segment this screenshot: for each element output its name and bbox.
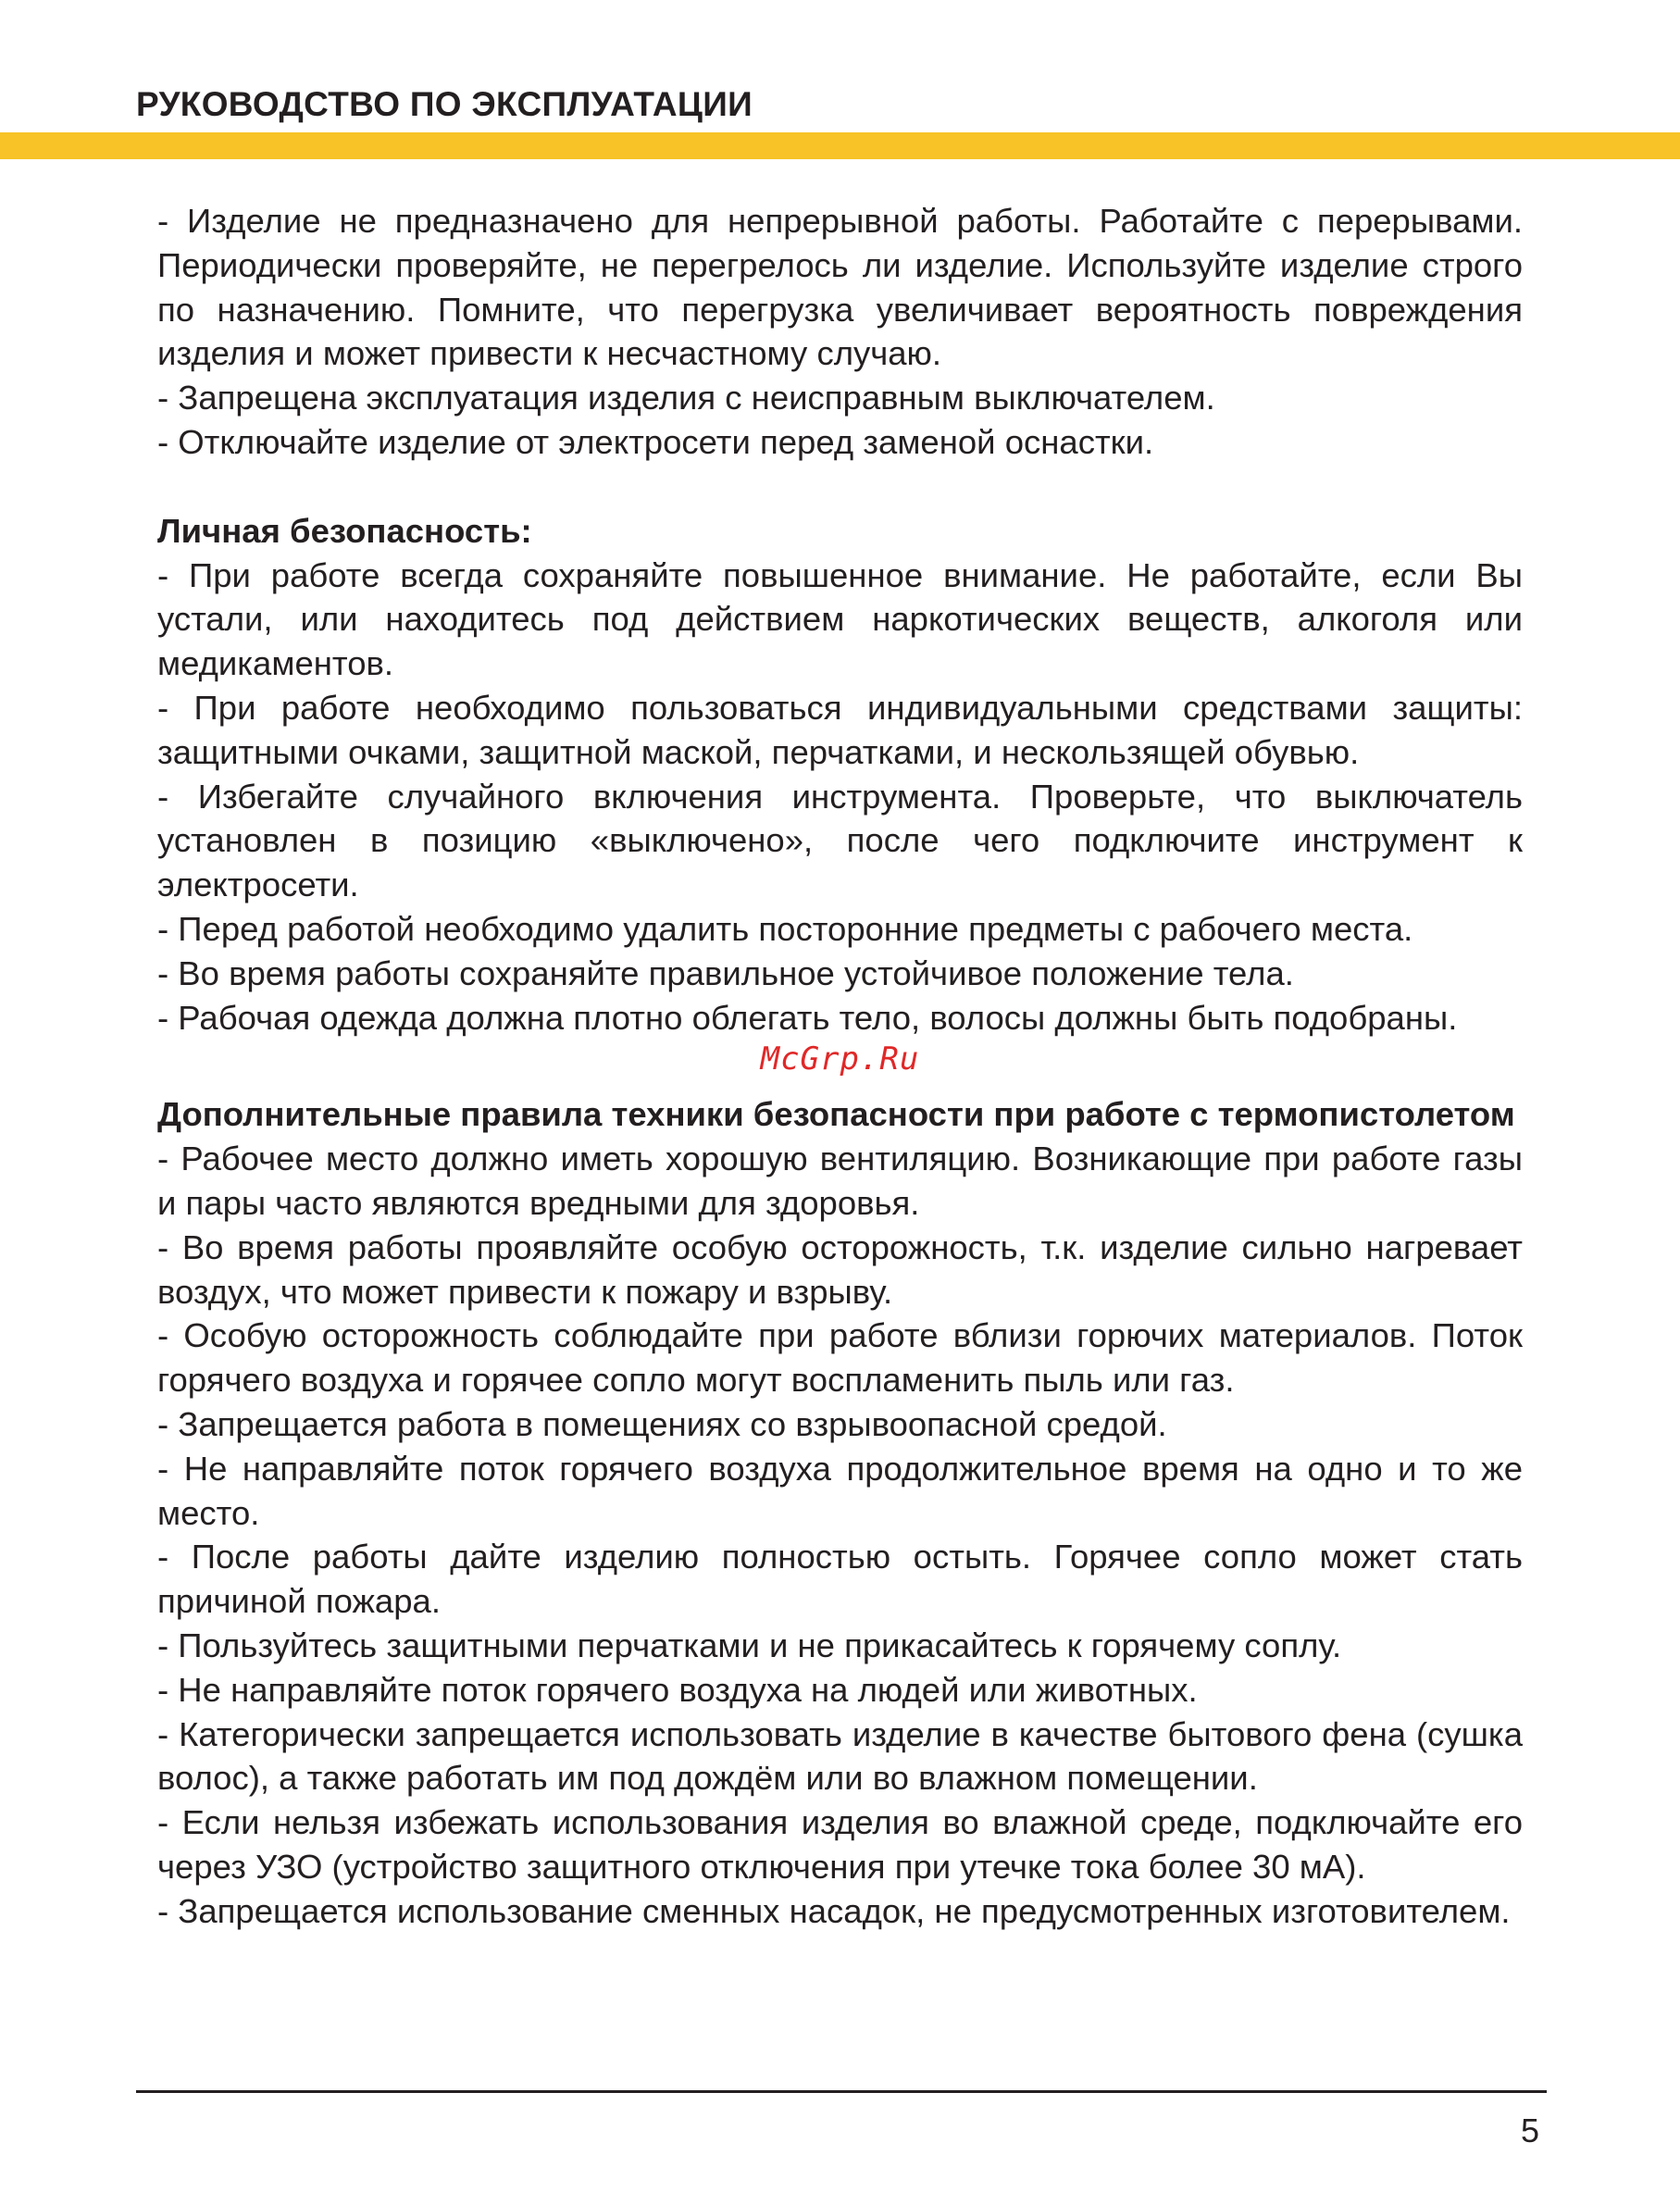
personal-safety-item: - Рабочая одежда должна плотно облегать тело, волосы должны быть подобраны. — [157, 998, 1458, 1037]
heat-gun-rule-item: - Не направляйте поток горячего воздуха продолжительное время на одно и то же место. — [157, 1449, 1523, 1532]
heat-gun-rule-item: - Если нельзя избежать использования изделия во влажной среде, подключайте его через УЗО (устройство защитного отключения при утечке тока более 30 мА). — [157, 1803, 1523, 1886]
heat-gun-rule-item: - Запрещается работа в помещениях со взрывоопасной средой. — [157, 1404, 1167, 1443]
watermark-row — [157, 1040, 1523, 1092]
watermark-text: McGrp.Ru — [760, 1040, 920, 1078]
personal-safety-section — [157, 509, 1523, 1040]
heat-gun-rule-item: - Пользуйтесь защитными перчатками и не прикасайтесь к горячему соплу. — [157, 1626, 1342, 1664]
personal-safety-item: - При работе необходимо пользоваться индивидуальными средствами защиты: защитными очками, защитной маской, перчатками, и нескользящей обувью. — [157, 688, 1523, 771]
heat-gun-rule-item: - Рабочее место должно иметь хорошую вентиляцию. Возникающие при работе газы и пары часто являются вредными для здоровья. — [157, 1140, 1523, 1222]
document-header-title: РУКОВОДСТВО ПО ЭКСПЛУАТАЦИИ — [136, 85, 753, 123]
footer-divider — [136, 2090, 1547, 2093]
personal-safety-title: Личная безопасность: — [157, 511, 532, 550]
heat-gun-rule-item: - Категорически запрещается использовать изделие в качестве бытового фена (сушка волос), а также работать им под дождём или во влажном помещении. — [157, 1714, 1523, 1798]
page-number: 5 — [1520, 2112, 1539, 2149]
heat-gun-rule-item: - Особую осторожность соблюдайте при работе вблизи горючих материалов. Поток горячего воздуха и горячее сопло могут воспламенить пыль или газ. — [157, 1316, 1523, 1400]
intro-item: - Запрещена эксплуатация изделия с неисправным выключателем. — [157, 379, 1215, 417]
personal-safety-item: - Избегайте случайного включения инструмента. Проверьте, что выключатель установлен в позицию «выключено», после чего подключите инструмент к электросети. — [157, 777, 1523, 904]
heat-gun-rules-section — [157, 1092, 1523, 1933]
intro-item: - Изделие не предназначено для непрерывной работы. Работайте с перерывами. Периодически проверяйте, не перегрелось ли изделие. Используйте изделие строго по назначению. Помните, что перегрузка увеличивает вероятность повреждения изделия и может привести к несчастному случаю. — [157, 202, 1523, 373]
heat-gun-rule-item: - После работы дайте изделию полностью остыть. Горячее сопло может стать причиной пожара. — [157, 1538, 1523, 1621]
intro-item: - Отключайте изделие от электросети перед заменой оснастки. — [157, 422, 1154, 461]
personal-safety-item: - Во время работы сохраняйте правильное устойчивое положение тела. — [157, 953, 1294, 992]
heat-gun-rule-item: - Не направляйте поток горячего воздуха на людей или животных. — [157, 1670, 1198, 1709]
heat-gun-rule-item: - Во время работы проявляйте особую осторожность, т.к. изделие сильно нагревает воздух, что может привести к пожару и взрыву. — [157, 1227, 1523, 1311]
header-accent-bar — [0, 132, 1680, 159]
personal-safety-item: - Перед работой необходимо удалить посторонние предметы с рабочего места. — [157, 909, 1413, 948]
intro-section — [157, 199, 1523, 465]
heat-gun-rule-item: - Запрещается использование сменных насадок, не предусмотренных изготовителем. — [157, 1891, 1511, 1930]
heat-gun-rules-title: Дополнительные правила техники безопасности при работе с термопистолетом — [157, 1095, 1515, 1134]
document-body — [157, 199, 1523, 1933]
personal-safety-item: - При работе всегда сохраняйте повышенное внимание. Не работайте, если Вы устали, или находитесь под действием наркотических веществ, алкоголя или медикаментов. — [157, 555, 1523, 683]
